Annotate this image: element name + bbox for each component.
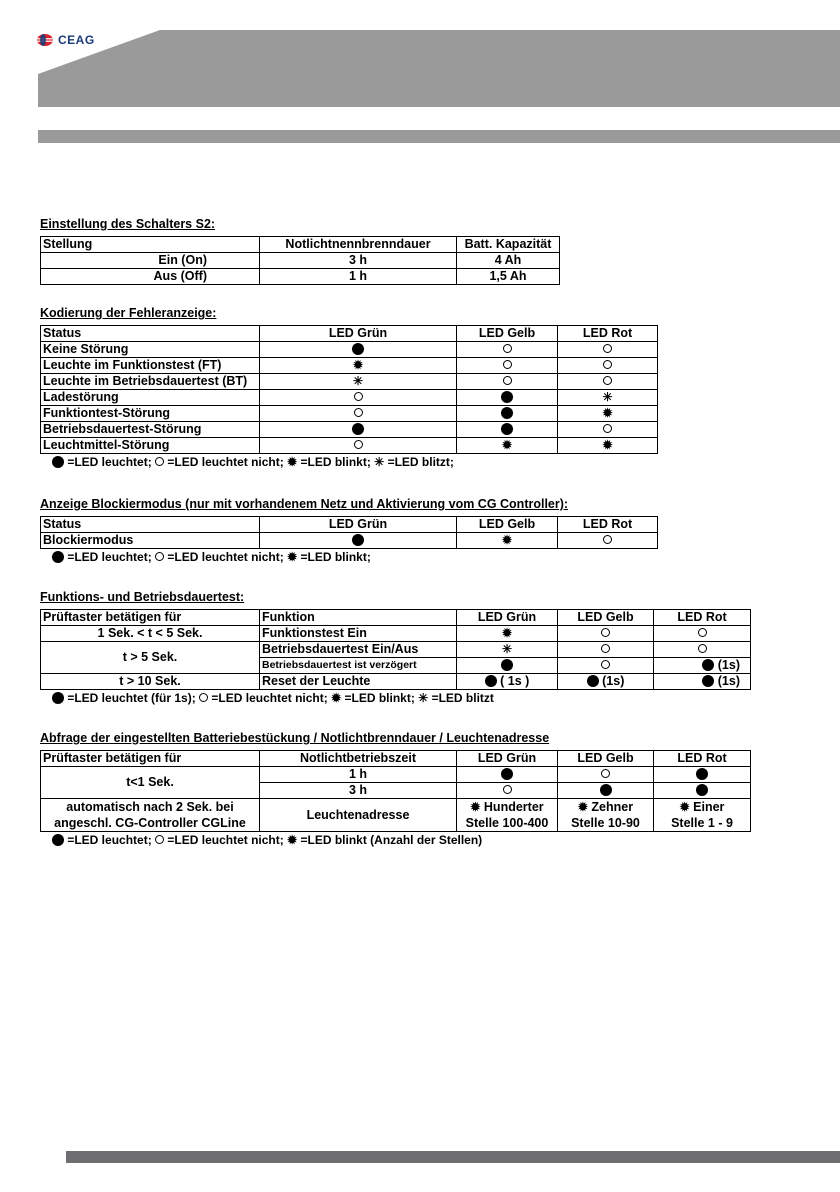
- header-cell: Notlichtbetriebszeit: [260, 751, 457, 767]
- header-cell: LED Gelb: [558, 610, 654, 626]
- led-blink-icon: ✹: [501, 438, 513, 452]
- footer-rule: [66, 1151, 840, 1163]
- cell-line: Stelle 10-90: [571, 816, 640, 830]
- led-red-cell: [558, 342, 658, 358]
- led-green-cell: [260, 438, 457, 454]
- header-rule: [38, 130, 840, 143]
- led-blink-icon: ✹: [287, 550, 298, 564]
- led-red-cell: [558, 422, 658, 438]
- table-cell: t > 10 Sek.: [41, 674, 260, 690]
- legend-blink: =LED blinkt;: [300, 455, 371, 469]
- led-green-cell: [457, 674, 558, 690]
- led-off-icon: [603, 360, 612, 369]
- led-red-cell: [558, 390, 658, 406]
- header-cell: LED Grün: [457, 610, 558, 626]
- table-header-row: [41, 517, 658, 533]
- led-off-icon: [601, 769, 610, 778]
- header-cell: LED Grün: [260, 326, 457, 342]
- led-green-cell: [457, 626, 558, 642]
- led-off-icon: [503, 376, 512, 385]
- led-yellow-cell: [457, 342, 558, 358]
- legend-off: =LED leuchtet nicht;: [167, 455, 284, 469]
- legend-on: =LED leuchtet;: [67, 455, 152, 469]
- header-cell: Status: [41, 517, 260, 533]
- led-green-cell: [260, 390, 457, 406]
- header-cell: LED Rot: [654, 751, 751, 767]
- table-cell: Betriebsdauertest ist verzögert: [260, 658, 457, 674]
- led-red-cell: [654, 799, 751, 832]
- led-green-cell: [260, 422, 457, 438]
- ceag-logo-icon: [36, 33, 54, 47]
- led-off-icon: [603, 344, 612, 353]
- legend-on: =LED leuchtet;: [67, 833, 152, 847]
- led-off-icon: [503, 785, 512, 794]
- table-row: [41, 799, 751, 832]
- led-on-icon: [702, 675, 714, 687]
- led-off-icon: [155, 457, 164, 466]
- table-cell: Betriebsdauertest-Störung: [41, 422, 260, 438]
- led-yellow-cell: [558, 767, 654, 783]
- led-off-icon: [503, 344, 512, 353]
- section-s2: [40, 217, 560, 285]
- led-on-icon: [52, 551, 64, 563]
- led-green-cell: [457, 767, 558, 783]
- legend-on: =LED leuchtet;: [67, 550, 152, 564]
- led-yellow-cell: [558, 626, 654, 642]
- block-legend: [40, 550, 658, 564]
- led-blink-icon: ✹: [679, 800, 690, 814]
- cell-line: Hunderter: [483, 800, 544, 814]
- led-red-cell: [558, 358, 658, 374]
- table-row: [41, 374, 658, 390]
- cell-line: angeschl. CG-Controller CGLine: [54, 816, 246, 830]
- s2-table: [40, 236, 560, 285]
- brand-name: CEAG: [58, 33, 95, 47]
- duration-label: (1s): [717, 674, 740, 688]
- table-row: [41, 642, 751, 658]
- table-cell: 1 h: [260, 767, 457, 783]
- table-header-row: [41, 751, 751, 767]
- header-cell: Stellung: [41, 237, 260, 253]
- table-cell: [41, 799, 260, 832]
- header-cell: LED Rot: [654, 610, 751, 626]
- table-cell: Funktiontest-Störung: [41, 406, 260, 422]
- led-blink-icon: ✹: [331, 691, 342, 705]
- header-cell: Funktion: [260, 610, 457, 626]
- table-row: [41, 406, 658, 422]
- duration-label: ( 1s ): [500, 674, 530, 688]
- section-test: [40, 590, 751, 705]
- led-off-icon: [603, 535, 612, 544]
- header-cell: LED Gelb: [457, 517, 558, 533]
- led-off-icon: [155, 552, 164, 561]
- table-row: [41, 674, 751, 690]
- section-title: Kodierung der Fehleranzeige:: [40, 306, 217, 320]
- legend-on: =LED leuchtet (für 1s);: [67, 691, 196, 705]
- table-cell: Keine Störung: [41, 342, 260, 358]
- section-title: Abfrage der eingestellten Batteriebestückung / Notlichtbrenndauer / Leuchtenadresse: [40, 731, 550, 745]
- block-table: [40, 516, 658, 549]
- led-blink-icon: ✹: [470, 800, 481, 814]
- led-red-cell: [558, 438, 658, 454]
- led-on-icon: [600, 784, 612, 796]
- led-off-icon: [698, 644, 707, 653]
- led-green-cell: [260, 533, 457, 549]
- led-green-cell: [260, 406, 457, 422]
- cell-line: Einer: [693, 800, 725, 814]
- table-cell: Funktionstest Ein: [260, 626, 457, 642]
- table-row: [41, 358, 658, 374]
- led-off-icon: [354, 440, 363, 449]
- led-flash-icon: ✳: [602, 390, 613, 404]
- ceag-logo: [36, 33, 95, 47]
- header-cell: Status: [41, 326, 260, 342]
- led-green-cell: [457, 783, 558, 799]
- header-cell: LED Gelb: [558, 751, 654, 767]
- section-title: Funktions- und Betriebsdauertest:: [40, 590, 245, 604]
- led-yellow-cell: [558, 783, 654, 799]
- led-green-cell: [457, 658, 558, 674]
- led-yellow-cell: [457, 438, 558, 454]
- table-cell: 3 h: [260, 783, 457, 799]
- led-on-icon: [352, 534, 364, 546]
- led-on-icon: [52, 834, 64, 846]
- header-cell: LED Rot: [558, 517, 658, 533]
- duration-label: (1s): [717, 658, 740, 672]
- table-cell: 1 h: [260, 269, 457, 285]
- led-yellow-cell: [457, 533, 558, 549]
- led-on-icon: [52, 456, 64, 468]
- table-cell: Leuchte im Funktionstest (FT): [41, 358, 260, 374]
- led-yellow-cell: [457, 422, 558, 438]
- led-off-icon: [601, 660, 610, 669]
- led-blink-icon: ✹: [501, 626, 513, 640]
- led-on-icon: [501, 391, 513, 403]
- led-off-icon: [603, 376, 612, 385]
- cell-line: Stelle 1 - 9: [671, 816, 733, 830]
- led-off-icon: [503, 360, 512, 369]
- led-yellow-cell: [558, 674, 654, 690]
- table-header-row: [41, 326, 658, 342]
- led-yellow-cell: [558, 658, 654, 674]
- led-blink-icon: ✹: [352, 358, 364, 372]
- table-header-row: [41, 237, 560, 253]
- table-cell: t > 5 Sek.: [41, 642, 260, 674]
- table-cell: t<1 Sek.: [41, 767, 260, 799]
- led-on-icon: [587, 675, 599, 687]
- led-yellow-cell: [558, 799, 654, 832]
- table-cell: Leuchtenadresse: [260, 799, 457, 832]
- led-flash-icon: ✳: [374, 455, 385, 469]
- led-blink-icon: ✹: [602, 406, 613, 420]
- led-green-cell: [260, 342, 457, 358]
- table-row: [41, 438, 658, 454]
- table-cell: 1 Sek. < t < 5 Sek.: [41, 626, 260, 642]
- legend-flash: =LED blitzt;: [387, 455, 454, 469]
- led-red-cell: [558, 533, 658, 549]
- legend-off: =LED leuchtet nicht;: [167, 550, 284, 564]
- led-green-cell: [457, 799, 558, 832]
- led-blink-icon: ✹: [287, 455, 298, 469]
- led-on-icon: [501, 659, 513, 671]
- led-red-cell: [654, 783, 751, 799]
- led-red-cell: [558, 406, 658, 422]
- table-cell: Blockiermodus: [41, 533, 260, 549]
- table-cell: 1,5 Ah: [457, 269, 560, 285]
- fault-table: [40, 325, 658, 454]
- led-on-icon: [501, 423, 513, 435]
- legend-blink: =LED blinkt;: [300, 550, 371, 564]
- table-row: [41, 342, 658, 358]
- table-row: [41, 767, 751, 783]
- led-off-icon: [698, 628, 707, 637]
- table-row: [41, 390, 658, 406]
- led-green-cell: [260, 358, 457, 374]
- led-red-cell: [654, 767, 751, 783]
- led-off-icon: [354, 408, 363, 417]
- header-cell: LED Gelb: [457, 326, 558, 342]
- table-cell: Aus (Off): [41, 269, 260, 285]
- legend-flash: =LED blitzt: [431, 691, 494, 705]
- header-cell: Prüftaster betätigen für: [41, 610, 260, 626]
- led-off-icon: [155, 835, 164, 844]
- led-off-icon: [601, 628, 610, 637]
- led-on-icon: [501, 407, 513, 419]
- section-title: Einstellung des Schalters S2:: [40, 217, 216, 231]
- led-on-icon: [352, 343, 364, 355]
- led-on-icon: [352, 423, 364, 435]
- section-query: [40, 731, 751, 847]
- header-cell: Batt. Kapazität: [457, 237, 560, 253]
- table-row: [41, 626, 751, 642]
- table-cell: Leuchte im Betriebsdauertest (BT): [41, 374, 260, 390]
- led-off-icon: [354, 392, 363, 401]
- led-red-cell: [558, 374, 658, 390]
- table-cell: Leuchtmittel-Störung: [41, 438, 260, 454]
- header-cell: Notlichtnennbrenndauer: [260, 237, 457, 253]
- header-band: [0, 0, 840, 112]
- table-cell: 4 Ah: [457, 253, 560, 269]
- led-green-cell: [260, 374, 457, 390]
- led-on-icon: [696, 768, 708, 780]
- led-flash-icon: ✳: [352, 374, 364, 388]
- table-row: [41, 253, 560, 269]
- led-flash-icon: ✳: [501, 642, 513, 656]
- table-cell: 3 h: [260, 253, 457, 269]
- led-flash-icon: ✳: [418, 691, 429, 705]
- legend-blink: =LED blinkt (Anzahl der Stellen): [300, 833, 483, 847]
- header-cell: Prüftaster betätigen für: [41, 751, 260, 767]
- led-blink-icon: ✹: [577, 800, 588, 814]
- table-cell: Ladestörung: [41, 390, 260, 406]
- query-table: [40, 750, 751, 832]
- led-off-icon: [601, 644, 610, 653]
- led-red-cell: [654, 626, 751, 642]
- led-yellow-cell: [457, 406, 558, 422]
- led-blink-icon: ✹: [501, 533, 513, 547]
- table-row: [41, 422, 658, 438]
- table-cell: Betriebsdauertest Ein/Aus: [260, 642, 457, 658]
- led-green-cell: [457, 642, 558, 658]
- cell-line: automatisch nach 2 Sek. bei: [66, 800, 234, 814]
- test-legend: [40, 691, 751, 705]
- led-yellow-cell: [457, 358, 558, 374]
- table-header-row: [41, 610, 751, 626]
- section-title: Anzeige Blockiermodus (nur mit vorhandenem Netz und Aktivierung vom CG Controller):: [40, 497, 569, 511]
- led-on-icon: [52, 692, 64, 704]
- legend-off: =LED leuchtet nicht;: [167, 833, 284, 847]
- legend-off: =LED leuchtet nicht;: [211, 691, 328, 705]
- table-cell: Ein (On): [41, 253, 260, 269]
- led-yellow-cell: [558, 642, 654, 658]
- table-row: [41, 533, 658, 549]
- led-yellow-cell: [457, 374, 558, 390]
- header-cell: LED Grün: [260, 517, 457, 533]
- header-cell: LED Grün: [457, 751, 558, 767]
- led-yellow-cell: [457, 390, 558, 406]
- led-red-cell: [654, 642, 751, 658]
- cell-line: Stelle 100-400: [465, 816, 549, 830]
- fault-legend: [40, 455, 658, 469]
- led-on-icon: [702, 659, 714, 671]
- led-on-icon: [485, 675, 497, 687]
- led-red-cell: [654, 658, 751, 674]
- led-red-cell: [654, 674, 751, 690]
- led-blink-icon: ✹: [287, 833, 298, 847]
- legend-blink: =LED blinkt;: [344, 691, 415, 705]
- section-block: [40, 497, 658, 564]
- led-on-icon: [696, 784, 708, 796]
- test-table: [40, 609, 751, 690]
- led-off-icon: [603, 424, 612, 433]
- query-legend: [40, 833, 751, 847]
- cell-line: Zehner: [591, 800, 634, 814]
- duration-label: (1s): [602, 674, 625, 688]
- section-fault: [40, 306, 658, 469]
- led-blink-icon: ✹: [602, 438, 613, 452]
- led-on-icon: [501, 768, 513, 780]
- header-cell: LED Rot: [558, 326, 658, 342]
- table-cell: Reset der Leuchte: [260, 674, 457, 690]
- table-row: [41, 269, 560, 285]
- led-off-icon: [199, 693, 208, 702]
